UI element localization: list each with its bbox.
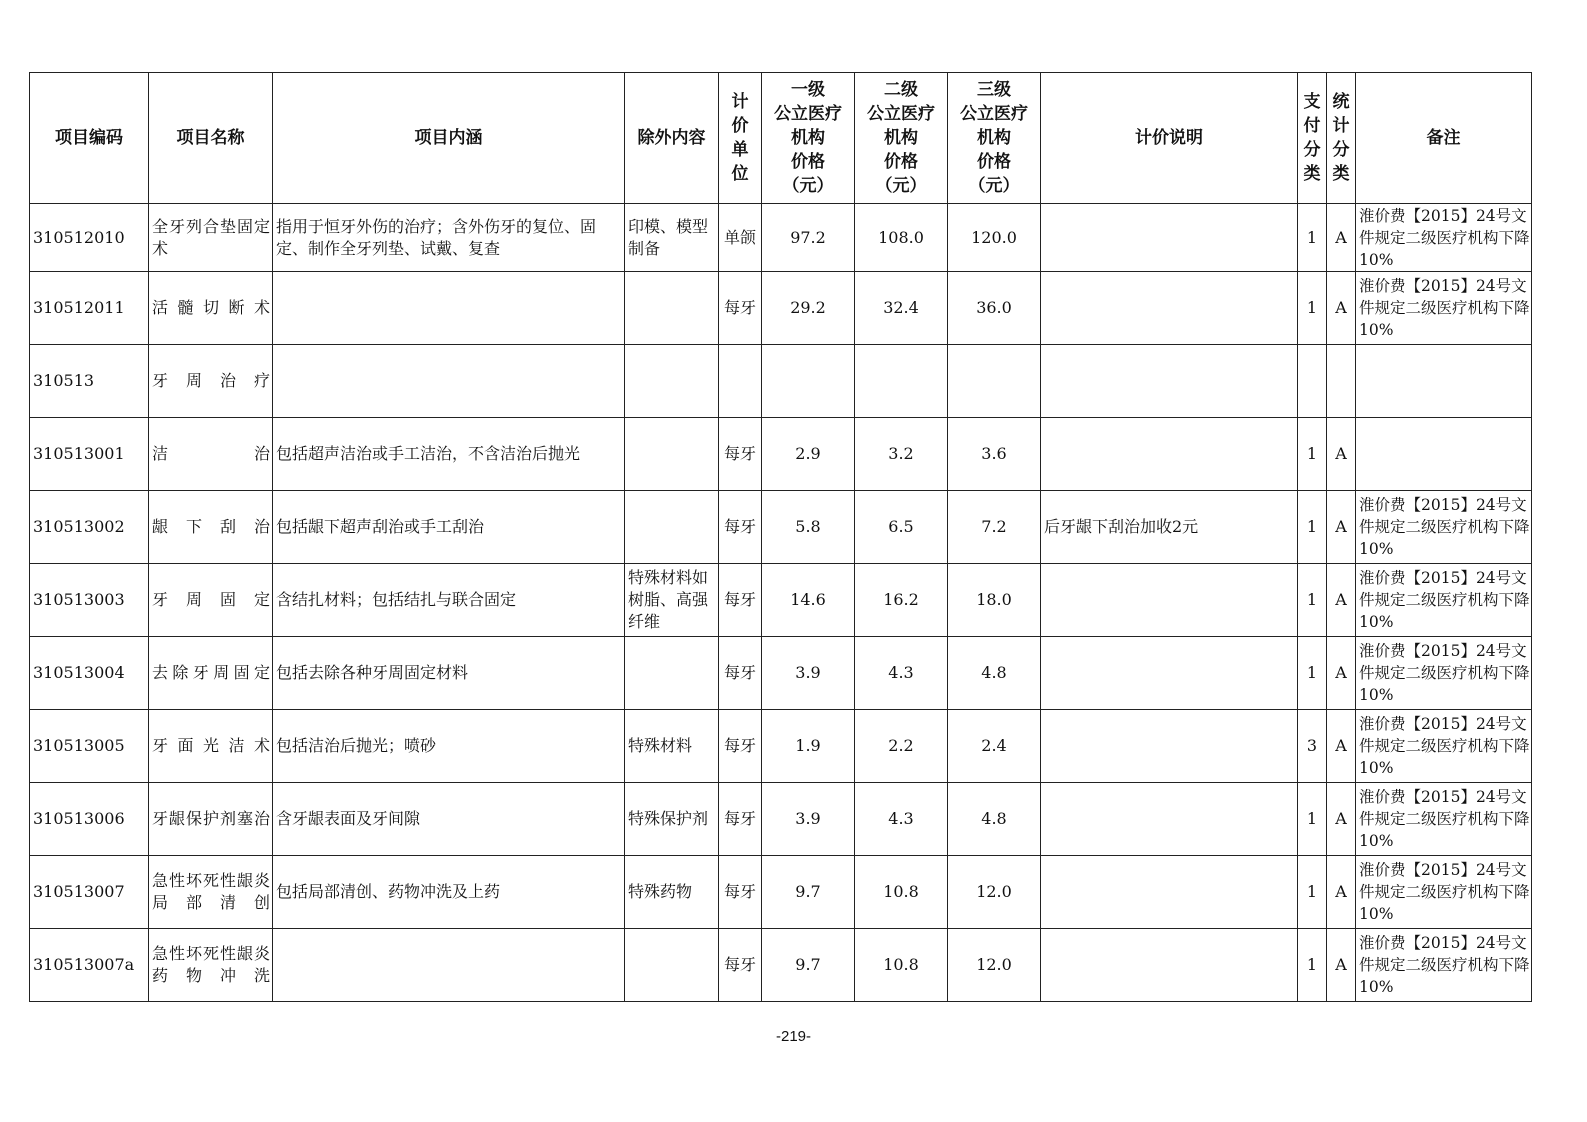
- cell-price3: [948, 345, 1041, 418]
- cell-price2: 10.8: [855, 856, 948, 929]
- cell-content: [273, 272, 625, 345]
- cell-stat-class: A: [1327, 564, 1356, 637]
- cell-price2: 2.2: [855, 710, 948, 783]
- cell-name: 去除牙周固定: [149, 637, 273, 710]
- cell-code: 310513006: [30, 783, 149, 856]
- cell-content: 含结扎材料；包括结扎与联合固定: [273, 564, 625, 637]
- cell-price2: 10.8: [855, 929, 948, 1002]
- cell-pay-class: 1: [1298, 856, 1327, 929]
- cell-pricing-note: [1041, 856, 1298, 929]
- cell-code: 310513003: [30, 564, 149, 637]
- cell-unit: 每牙: [719, 491, 762, 564]
- cell-code: 310513007a: [30, 929, 149, 1002]
- cell-unit: 每牙: [719, 783, 762, 856]
- cell-content: 包括龈下超声刮治或手工刮治: [273, 491, 625, 564]
- cell-code: 310513007: [30, 856, 149, 929]
- cell-unit: 每牙: [719, 710, 762, 783]
- cell-pay-class: 1: [1298, 783, 1327, 856]
- cell-price1: 5.8: [762, 491, 855, 564]
- cell-pricing-note: [1041, 204, 1298, 272]
- cell-stat-class: [1327, 345, 1356, 418]
- cell-pay-class: 1: [1298, 418, 1327, 491]
- cell-price1: 14.6: [762, 564, 855, 637]
- cell-excluded: 印模、模型制备: [625, 204, 719, 272]
- cell-name: 洁治: [149, 418, 273, 491]
- header-price2-l5: （元）: [875, 176, 927, 196]
- header-price2-l3: 机构: [884, 128, 918, 148]
- table-row: [30, 204, 1532, 272]
- cell-remarks: 淮价费【2015】24号文件规定二级医疗机构下降10%: [1356, 856, 1532, 929]
- cell-price2: 16.2: [855, 564, 948, 637]
- cell-price2: 3.2: [855, 418, 948, 491]
- cell-excluded: [625, 418, 719, 491]
- cell-price2: 4.3: [855, 637, 948, 710]
- cell-content: [273, 929, 625, 1002]
- header-price3-l2: 公立医疗: [960, 104, 1028, 124]
- cell-name: 牙龈保护剂塞治: [149, 783, 273, 856]
- cell-excluded: [625, 345, 719, 418]
- header-content: 项目内涵: [273, 73, 625, 204]
- header-price1: [762, 73, 855, 204]
- cell-unit: 每牙: [719, 929, 762, 1002]
- cell-remarks: 淮价费【2015】24号文件规定二级医疗机构下降10%: [1356, 272, 1532, 345]
- cell-unit: 单颌: [719, 204, 762, 272]
- header-price3-l5: （元）: [968, 176, 1020, 196]
- cell-stat-class: A: [1327, 710, 1356, 783]
- cell-price1: 1.9: [762, 710, 855, 783]
- cell-price3: 7.2: [948, 491, 1041, 564]
- cell-pay-class: 1: [1298, 272, 1327, 345]
- table-row: [30, 345, 1532, 418]
- header-price3-l4: 价格: [977, 152, 1011, 172]
- cell-name: 活髓切断术: [149, 272, 273, 345]
- header-code: 项目编码: [30, 73, 149, 204]
- cell-price3: 12.0: [948, 856, 1041, 929]
- cell-price1: 9.7: [762, 856, 855, 929]
- table-row: [30, 710, 1532, 783]
- cell-remarks: 淮价费【2015】24号文件规定二级医疗机构下降10%: [1356, 710, 1532, 783]
- cell-price3: 4.8: [948, 637, 1041, 710]
- cell-unit: [719, 345, 762, 418]
- cell-pay-class: 3: [1298, 710, 1327, 783]
- cell-stat-class: A: [1327, 272, 1356, 345]
- header-excluded: 除外内容: [625, 73, 719, 204]
- table-row: [30, 272, 1532, 345]
- cell-remarks: 淮价费【2015】24号文件规定二级医疗机构下降10%: [1356, 783, 1532, 856]
- cell-pricing-note: [1041, 929, 1298, 1002]
- cell-stat-class: A: [1327, 637, 1356, 710]
- cell-excluded: [625, 491, 719, 564]
- cell-name: 牙周固定: [149, 564, 273, 637]
- cell-remarks: 淮价费【2015】24号文件规定二级医疗机构下降10%: [1356, 204, 1532, 272]
- cell-pricing-note: [1041, 783, 1298, 856]
- cell-pricing-note: 后牙龈下刮治加收2元: [1041, 491, 1298, 564]
- cell-stat-class: A: [1327, 491, 1356, 564]
- cell-pay-class: 1: [1298, 929, 1327, 1002]
- cell-pricing-note: [1041, 345, 1298, 418]
- page-number: -219-: [775, 1028, 812, 1045]
- cell-excluded: [625, 929, 719, 1002]
- header-price3-l1: 三级: [977, 80, 1011, 100]
- header-price1-l1: 一级: [791, 80, 825, 100]
- cell-code: 310512011: [30, 272, 149, 345]
- cell-price2: [855, 345, 948, 418]
- header-price2-l2: 公立医疗: [867, 104, 935, 124]
- cell-code: 310513002: [30, 491, 149, 564]
- cell-price3: 12.0: [948, 929, 1041, 1002]
- cell-code: 310513004: [30, 637, 149, 710]
- cell-pricing-note: [1041, 272, 1298, 345]
- cell-price3: 120.0: [948, 204, 1041, 272]
- cell-price1: 29.2: [762, 272, 855, 345]
- cell-excluded: [625, 637, 719, 710]
- header-price1-l2: 公立医疗: [774, 104, 842, 124]
- cell-price1: 97.2: [762, 204, 855, 272]
- header-price3-l3: 机构: [977, 128, 1011, 148]
- cell-remarks: [1356, 418, 1532, 491]
- cell-unit: 每牙: [719, 272, 762, 345]
- cell-pay-class: 1: [1298, 564, 1327, 637]
- cell-unit: 每牙: [719, 418, 762, 491]
- cell-price3: 36.0: [948, 272, 1041, 345]
- cell-excluded: 特殊材料如树脂、高强纤维: [625, 564, 719, 637]
- cell-name: 急性坏死性龈炎药物冲洗: [149, 929, 273, 1002]
- cell-excluded: [625, 272, 719, 345]
- cell-unit: 每牙: [719, 856, 762, 929]
- cell-unit: 每牙: [719, 564, 762, 637]
- header-pay-class: [1298, 73, 1327, 204]
- cell-stat-class: A: [1327, 783, 1356, 856]
- header-pricing-note: 计价说明: [1041, 73, 1298, 204]
- cell-excluded: 特殊材料: [625, 710, 719, 783]
- cell-remarks: [1356, 345, 1532, 418]
- header-unit-text: 计价单位: [731, 92, 749, 184]
- cell-price1: [762, 345, 855, 418]
- cell-code: 310513005: [30, 710, 149, 783]
- cell-price3: 2.4: [948, 710, 1041, 783]
- cell-content: 含牙龈表面及牙间隙: [273, 783, 625, 856]
- cell-name: 龈下刮治: [149, 491, 273, 564]
- cell-content: 包括超声洁治或手工洁治，不含洁治后抛光: [273, 418, 625, 491]
- cell-name: 牙面光洁术: [149, 710, 273, 783]
- price-table: [29, 72, 1532, 1002]
- header-stat-text: 统计分类: [1332, 92, 1350, 184]
- cell-stat-class: A: [1327, 418, 1356, 491]
- cell-name: 牙周治疗: [149, 345, 273, 418]
- cell-price1: 2.9: [762, 418, 855, 491]
- table-row: [30, 418, 1532, 491]
- cell-content: 包括局部清创、药物冲洗及上药: [273, 856, 625, 929]
- header-price1-l5: （元）: [782, 176, 834, 196]
- cell-content: 包括洁治后抛光；喷砂: [273, 710, 625, 783]
- cell-pricing-note: [1041, 710, 1298, 783]
- cell-stat-class: A: [1327, 856, 1356, 929]
- cell-price3: 3.6: [948, 418, 1041, 491]
- cell-name: 急性坏死性龈炎局部清创: [149, 856, 273, 929]
- cell-remarks: 淮价费【2015】24号文件规定二级医疗机构下降10%: [1356, 491, 1532, 564]
- cell-unit: 每牙: [719, 637, 762, 710]
- header-price2-l4: 价格: [884, 152, 918, 172]
- cell-remarks: 淮价费【2015】24号文件规定二级医疗机构下降10%: [1356, 564, 1532, 637]
- header-price2: [855, 73, 948, 204]
- cell-stat-class: A: [1327, 204, 1356, 272]
- table-row: [30, 491, 1532, 564]
- cell-excluded: 特殊保护剂: [625, 783, 719, 856]
- cell-remarks: 淮价费【2015】24号文件规定二级医疗机构下降10%: [1356, 929, 1532, 1002]
- cell-code: 310512010: [30, 204, 149, 272]
- cell-pricing-note: [1041, 637, 1298, 710]
- cell-name: 全牙列合垫固定术: [149, 204, 273, 272]
- header-price1-l4: 价格: [791, 152, 825, 172]
- header-remarks: 备注: [1356, 73, 1532, 204]
- header-stat-class: [1327, 73, 1356, 204]
- header-price1-l3: 机构: [791, 128, 825, 148]
- cell-price2: 32.4: [855, 272, 948, 345]
- cell-price3: 4.8: [948, 783, 1041, 856]
- cell-pricing-note: [1041, 418, 1298, 491]
- cell-content: 包括去除各种牙周固定材料: [273, 637, 625, 710]
- cell-price1: 9.7: [762, 929, 855, 1002]
- cell-code: 310513001: [30, 418, 149, 491]
- cell-stat-class: A: [1327, 929, 1356, 1002]
- table-row: [30, 856, 1532, 929]
- cell-remarks: 淮价费【2015】24号文件规定二级医疗机构下降10%: [1356, 637, 1532, 710]
- header-row: [30, 73, 1532, 204]
- cell-content: 指用于恒牙外伤的治疗；含外伤牙的复位、固定、制作全牙列垫、试戴、复查: [273, 204, 625, 272]
- table-row: [30, 783, 1532, 856]
- header-unit: [719, 73, 762, 204]
- cell-content: [273, 345, 625, 418]
- table-row: [30, 929, 1532, 1002]
- cell-price1: 3.9: [762, 637, 855, 710]
- table-row: [30, 637, 1532, 710]
- cell-pay-class: [1298, 345, 1327, 418]
- cell-price3: 18.0: [948, 564, 1041, 637]
- cell-code: 310513: [30, 345, 149, 418]
- header-price2-l1: 二级: [884, 80, 918, 100]
- cell-price2: 4.3: [855, 783, 948, 856]
- header-price3: [948, 73, 1041, 204]
- cell-pay-class: 1: [1298, 204, 1327, 272]
- cell-pay-class: 1: [1298, 491, 1327, 564]
- header-name: 项目名称: [149, 73, 273, 204]
- cell-price2: 108.0: [855, 204, 948, 272]
- header-pay-text: 支付分类: [1303, 92, 1321, 184]
- cell-price1: 3.9: [762, 783, 855, 856]
- table-row: [30, 564, 1532, 637]
- cell-price2: 6.5: [855, 491, 948, 564]
- cell-pricing-note: [1041, 564, 1298, 637]
- cell-pay-class: 1: [1298, 637, 1327, 710]
- cell-excluded: 特殊药物: [625, 856, 719, 929]
